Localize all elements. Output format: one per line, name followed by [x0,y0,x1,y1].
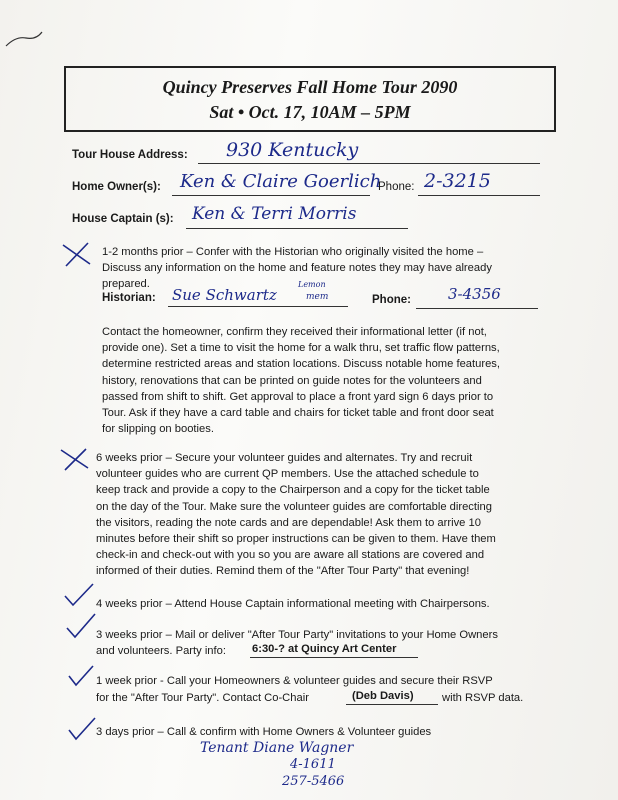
checkmark-icon [66,664,96,688]
x-check-mark-icon [58,446,94,472]
historian-value: Sue Schwartz [172,286,277,304]
task-1-paragraph [102,324,500,437]
task-3-weeks-line-2: and volunteers. Party info: [96,645,226,657]
captain-underline [186,228,408,229]
checkmark-icon [62,582,96,608]
historian-note-2: mem [306,292,329,302]
address-underline [198,163,540,164]
paragraph-line: the visitors, reading the note cards and are dependable! Ask them to arrive 10 [96,516,481,529]
paragraph-line: determine restricted areas and station locations. Discuss notable home features, [102,358,500,371]
paragraph-line: Contact the homeowner, confirm they received their informational letter (if not, [102,326,487,338]
handwritten-phone-1: 4-1611 [290,757,336,772]
handwritten-phone-2: 257-5466 [282,774,345,789]
paragraph-line: informed of their duties. Remind them of the "After Tour Party" that evening! [96,565,470,578]
task-4-weeks: 4 weeks prior – Attend House Captain informational meeting with Chairpersons. [96,598,490,610]
task-1-line-1: 1-2 months prior – Confer with the Historian who originally visited the home – [102,246,484,258]
historian-phone-value: 3-4356 [448,285,501,303]
task-3-weeks-line-1: 3 weeks prior – Mail or deliver "After Tour Party" invitations to your Home Owners [96,629,498,641]
owner-phone-underline [418,195,540,196]
paragraph-line: history, renovations that can be printed on guide notes for the volunteers and [102,374,482,387]
task-2-paragraph [96,450,496,580]
paragraph-line: minutes before their shift so proper instructions can be given to them. Have them [96,533,496,546]
captain-label: House Captain (s): [72,213,174,225]
paragraph-line: provide one). Set a time to visit the home for a walk thru, set traffic flow patterns, [102,342,500,355]
paragraph-line: Tour. Ask if they have a card table and chairs for ticket table and front door seat [102,407,494,420]
owner-underline [172,195,370,196]
title-box [64,66,556,132]
paragraph-line: for slipping on booties. [102,423,214,436]
paragraph-line: check-in and check-out with you so you are aware all stations are covered and [96,549,485,562]
corner-scribble-icon [4,30,44,50]
cochair-underline [346,704,438,705]
owner-label: Home Owner(s): [72,181,161,193]
owner-value: Ken & Claire Goerlich [180,171,382,192]
historian-underline [168,306,348,307]
paragraph-line: volunteer guides who are current QP members. Use the attached schedule to [96,468,479,481]
owner-phone-value: 2-3215 [424,170,491,192]
checkmark-icon [66,716,98,742]
party-info: 6:30-? at Quincy Art Center [252,643,397,655]
tour-date: Sat • Oct. 17, 10AM – 5PM [209,102,411,122]
address-label: Tour House Address: [72,149,188,161]
x-check-mark-icon [60,240,96,268]
paragraph-line: keep track and provide a copy to the Chairperson and a copy for the ticket table [96,484,490,497]
historian-phone-underline [416,308,538,309]
task-1-week-line-1: 1 week prior - Call your Homeowners & volunteer guides and secure their RSVP [96,675,493,687]
task-1-week-line-2b: with RSVP data. [442,692,524,704]
historian-phone-label: Phone: [372,294,411,306]
paragraph-line: 6 weeks prior – Secure your volunteer guides and alternates. Try and recruit [96,452,473,464]
owner-phone-label: Phone: [378,181,415,193]
historian-note: Lemon [298,280,326,289]
paragraph-line: passed from shift to shift. Get approval to place a front yard sign 6 days prior to [102,390,494,403]
task-1-line-2: Discuss any information on the home and feature notes they may have already [102,262,492,274]
checkmark-icon [64,612,98,640]
handwritten-tenant-note: Tenant Diane Wagner [200,740,354,756]
task-1-week-line-2: for the "After Tour Party". Contact Co-Chair [96,692,309,704]
captain-value: Ken & Terri Morris [192,204,357,224]
task-3-days: 3 days prior – Call & confirm with Home Owners & Volunteer guides [96,726,432,738]
cochair-name: (Deb Davis) [352,690,414,702]
page-title: Quincy Preserves Fall Home Tour 2090 [162,77,458,97]
party-underline [250,657,418,658]
historian-label: Historian: [102,292,156,304]
task-1-line-3: prepared. [102,278,150,290]
address-value: 930 Kentucky [226,139,359,161]
paragraph-line: on the day of the Tour. Make sure the volunteer guides are comfortable directing [96,500,492,513]
